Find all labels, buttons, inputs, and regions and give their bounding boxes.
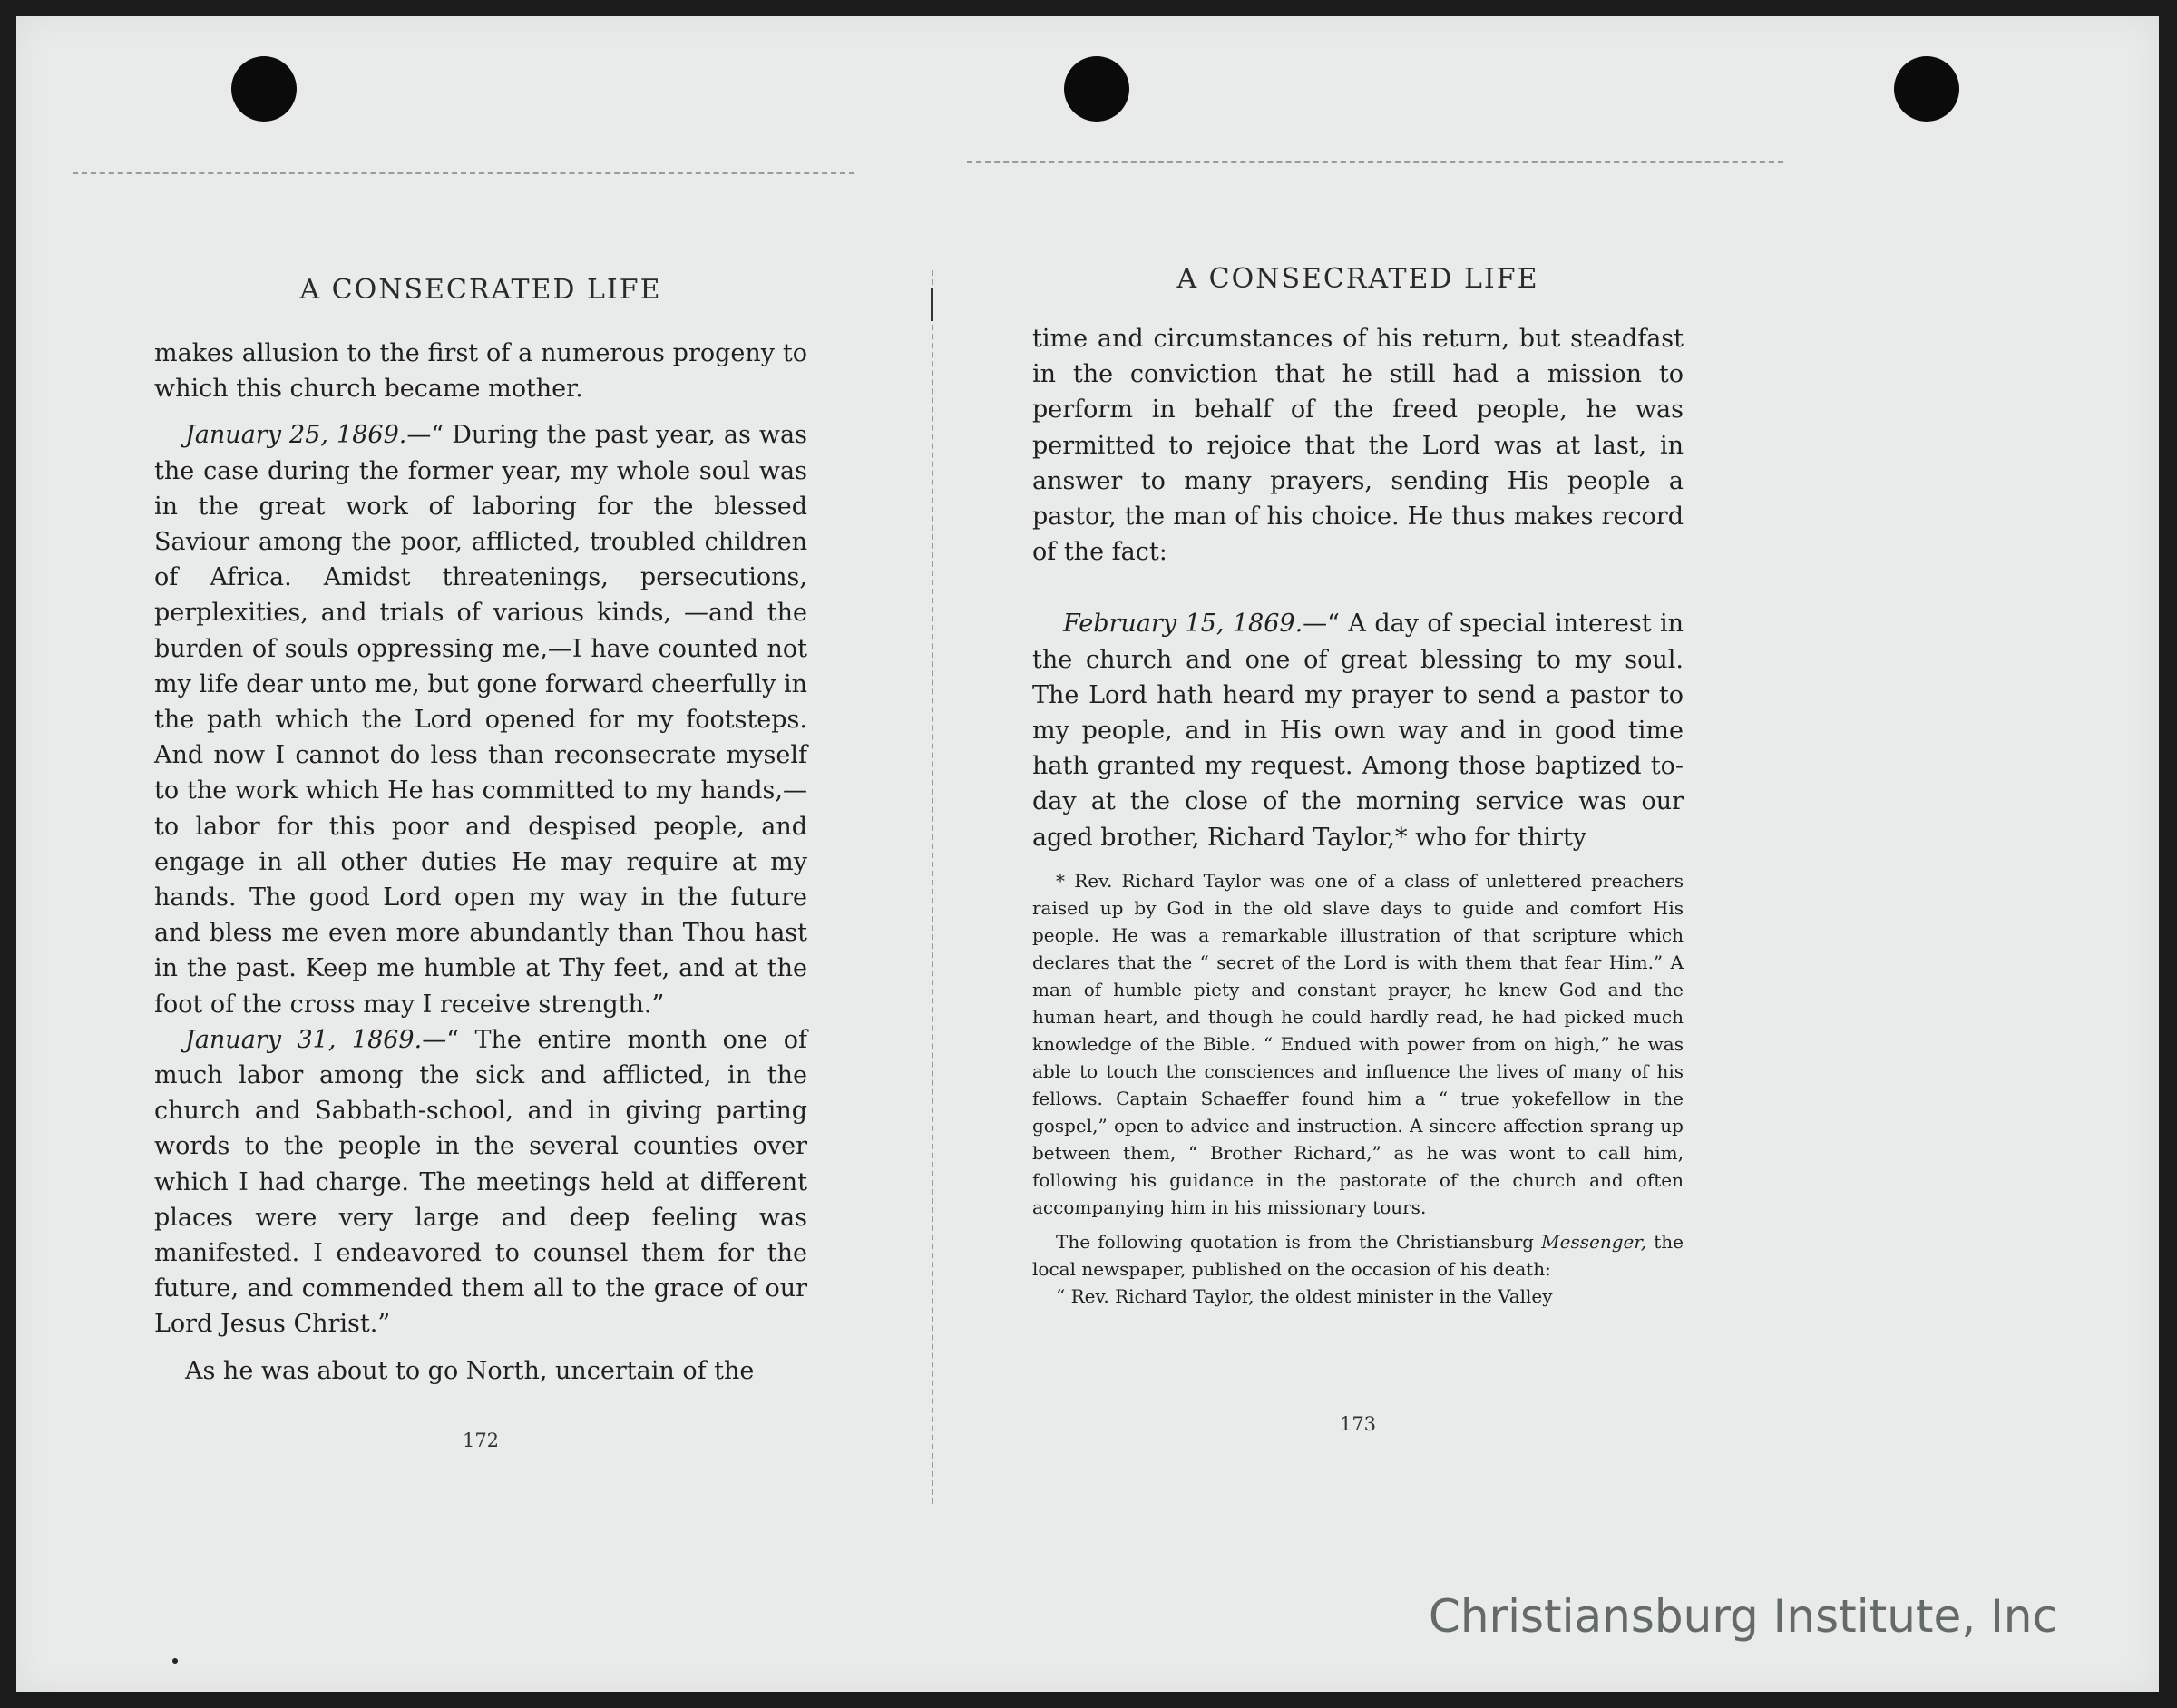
right-page-body — [1032, 321, 1684, 855]
left-page — [154, 16, 807, 1692]
footnote-block — [1032, 867, 1684, 1310]
right-page-number: 173 — [1339, 1413, 1377, 1435]
footnote-text: the local newspaper, published on the occasion of his death: — [1032, 1231, 1684, 1280]
gutter-mark — [931, 288, 933, 321]
entry-text: —“ The entire month one of much labor among the sick and afflicted, in the church and Sabbath-school, and in giving parting words to the people in the several counties over which I had charge. The meetings held at different places were very large and deep feeling was manifested. I endeavored to counsel them for the future, and commended them all to the grace of our Lord Jesus Christ.” — [154, 1025, 807, 1339]
left-paragraph-1: makes allusion to the first of a numerous progeny to which this church became mother. — [154, 339, 807, 404]
entry-text: —“ During the past year, as was the case during the former year, my whole soul was in the great work of laboring for the blessed Saviour among the poor, afflicted, troubled children of Africa. Amidst threatenings, persecutions, perplexities, and trials of various kinds, —and the burden of souls oppressing me,—I have counted not my life dear unto me, but gone forward cheerfully in the path which the Lord opened for my footsteps. And now I cannot do less than reconsecrate myself to the work which He has committed to my hands,—to labor for this poor and despised people, and engage in all other duties He may require at my hands. The good Lord open my way in the future and bless me even more abundantly than Thou hast in the past. Keep me humble at Thy feet, and at the foot of the cross may I receive strength.” — [154, 421, 807, 1019]
left-paragraph-3 — [154, 1022, 807, 1342]
right-page-header: A CONSECRATED LIFE — [1176, 263, 1539, 295]
entry-date: January 25, 1869. — [185, 421, 407, 450]
footnote-text: The following quotation is from the Christiansburg — [1056, 1231, 1542, 1253]
newspaper-name: Messenger, — [1541, 1231, 1647, 1253]
left-paragraph-4: As he was about to go North, uncertain of the — [185, 1356, 755, 1385]
footnote-quotation-intro — [1032, 1228, 1684, 1283]
scanned-sheet — [16, 16, 2159, 1692]
footnote-taylor: * Rev. Richard Taylor was one of a class of unlettered preachers raised up by God in the old slave days to guide and comfort His people. He was a remarkable illustration of that scripture which declares that the “ secret of the Lord is with them that fear Him.” A man of humble piety and constant prayer, he knew God and the human heart, and though he could hardly read, he had picked much knowledge of the Bible. “ Endued with power from on high,” he was able to touch the consciences and influence the lives of many of his fellows. Captain Schaeffer found him a “ true yokefellow in the gospel,” open to advice and instruction. A sincere affection sprang up between them, “ Brother Richard,” as he was wont to call him, following his guidance in the pastorate of the church and often accompanying him in his missionary tours. — [1032, 870, 1684, 1218]
right-page — [1032, 16, 1684, 1692]
entry-text: —“ A day of special interest in the church and one of great blessing to my soul. The Lord hath heard my prayer to send a pastor to my people, and in His own way and in good time hath granted my request. Among those baptized to-day at the close of the morning service was our aged brother, Richard Taylor,* who for thirty — [1032, 610, 1684, 852]
left-paragraph-2 — [154, 417, 807, 1021]
right-paragraph-2 — [1032, 606, 1684, 854]
footnote-quotation: “ Rev. Richard Taylor, the oldest minister in the Valley — [1056, 1285, 1553, 1307]
scan-speck — [172, 1658, 178, 1664]
left-page-number: 172 — [462, 1430, 500, 1451]
entry-date: January 31, 1869. — [185, 1025, 423, 1054]
entry-date: February 15, 1869. — [1063, 610, 1303, 639]
page-gutter — [932, 270, 933, 1504]
left-page-body — [154, 336, 807, 1389]
binder-hole-right — [1894, 56, 1959, 122]
right-paragraph-1: time and circumstances of his return, but steadfast in the conviction that he still had a mission to perform in behalf of the freed people, he was permitted to rejoice that the Lord was at last, in answer to many prayers, sending His people a pastor, the man of his choice. He thus makes record of the fact: — [1032, 325, 1684, 567]
archive-watermark: Christiansburg Institute, Inc — [1428, 1590, 2057, 1643]
left-page-header: A CONSECRATED LIFE — [299, 274, 662, 306]
